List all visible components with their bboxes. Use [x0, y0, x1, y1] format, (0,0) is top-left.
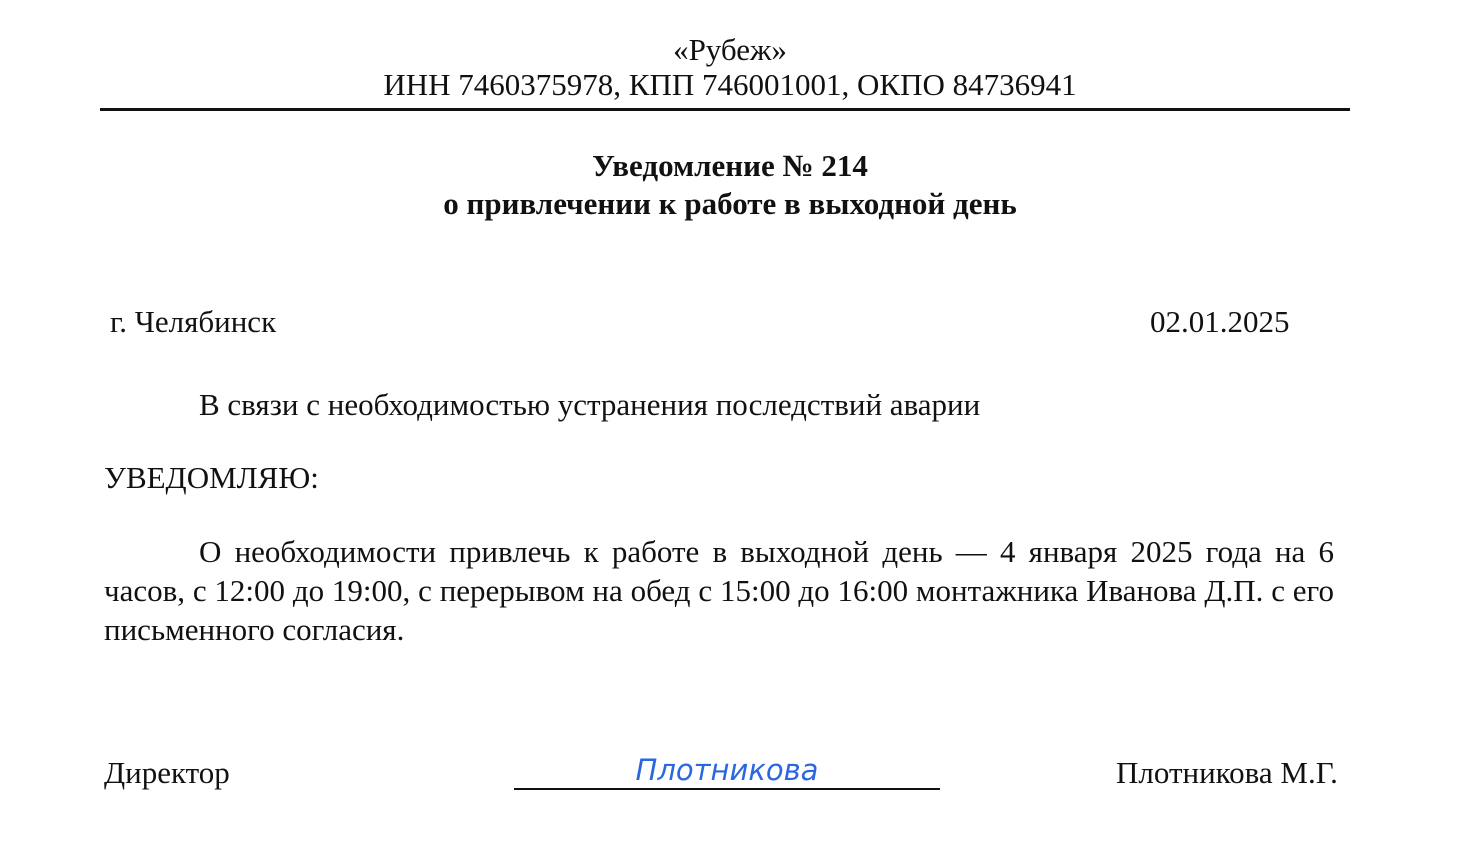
signer-name: Плотникова М.Г. [1116, 755, 1338, 790]
signer-position: Директор [104, 755, 230, 790]
document-title: Уведомление № 214 [592, 148, 868, 183]
company-name: «Рубеж» [673, 32, 787, 67]
company-codes: ИНН 7460375978, КПП 746001001, ОКПО 84736941 [383, 67, 1077, 102]
main-paragraph: О необходимости привлечь к работе в выходной день — 4 января 2025 года на 6 часов, с 12:00 до 19:00, с перерывом на обед с 15:00 до 16:00 монтажника Иванова Д.П. с его письменного согласия. [104, 534, 1334, 647]
handwritten-signature: Плотникова [635, 753, 819, 787]
notify-heading: УВЕДОМЛЯЮ: [104, 460, 319, 495]
city: г. Челябинск [110, 304, 277, 339]
document-date: 02.01.2025 [1150, 304, 1290, 339]
signature-line [514, 788, 940, 790]
reason-text: В связи с необходимостью устранения последствий аварии [199, 387, 981, 422]
document-subtitle: о привлечении к работе в выходной день [443, 186, 1017, 221]
header-divider [100, 108, 1350, 111]
